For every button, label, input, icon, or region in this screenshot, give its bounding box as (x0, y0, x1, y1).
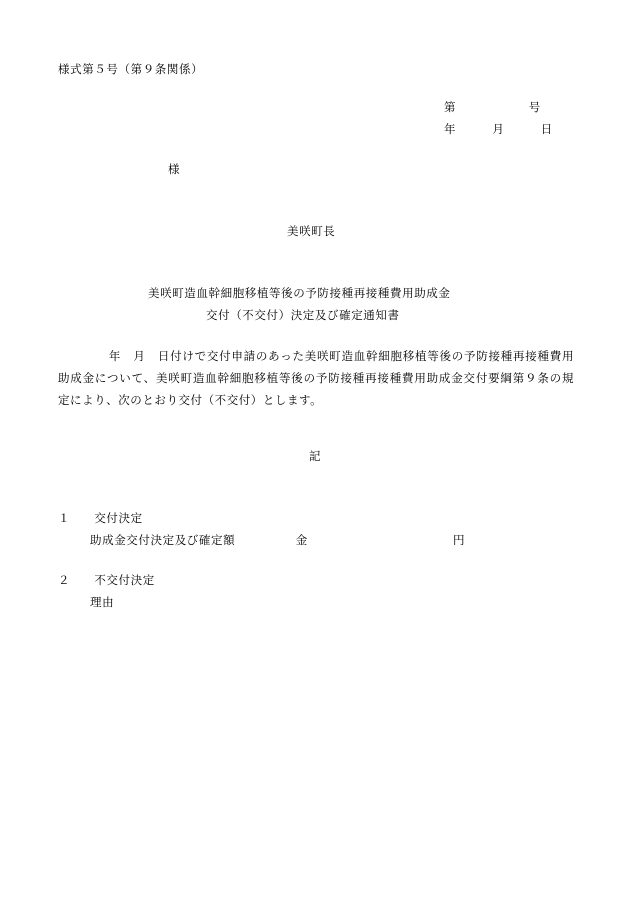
ki-marker: 記 (309, 451, 322, 463)
document-number-line: 第 号 (444, 102, 541, 114)
document-title-line-2: 交付（不交付）決定及び確定通知書 (206, 310, 400, 322)
addressee-line: 様 (168, 164, 181, 176)
item-1-heading (58, 511, 143, 527)
item-1-detail: 助成金交付決定及び確定額 金 円 (90, 535, 466, 547)
body-paragraph: 年 月 日付けで交付申請のあった美咲町造血幹細胞移植等後の予防接種再接種費用助成金について、美咲町造血幹細胞移植等後の予防接種再接種費用助成金交付要綱第９条の規定により、次のとおり交付（不交付）とします。 (58, 351, 574, 408)
form-number: 様式第５号（第９条関係） (58, 64, 204, 76)
item-1-number: １ (58, 513, 71, 525)
issuer-line: 美咲町長 (287, 226, 336, 238)
body-paragraph-block (58, 346, 574, 412)
document-title-line-1: 美咲町造血幹細胞移植等後の予防接種再接種費用助成金 (148, 288, 451, 300)
item-2-heading (58, 573, 155, 589)
item-2-number: ２ (58, 575, 71, 587)
item-2-label: 不交付決定 (94, 575, 155, 587)
item-2-detail: 理由 (90, 597, 115, 609)
document-date-line: 年 月 日 (444, 124, 553, 136)
item-1-label: 交付決定 (94, 513, 143, 525)
